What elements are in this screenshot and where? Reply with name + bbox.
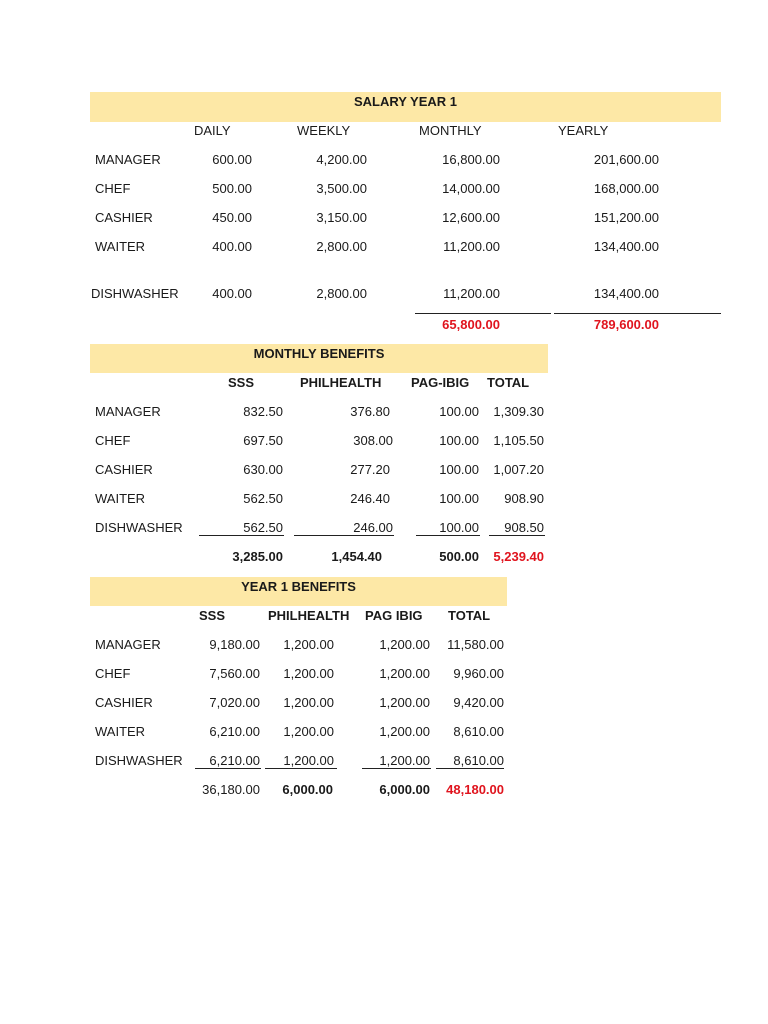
mb-row-total: 908.90 (504, 491, 544, 506)
salary-row-weekly: 3,500.00 (316, 181, 367, 196)
y1-header-philhealth: PHILHEALTH (268, 608, 350, 623)
y1-row-total: 9,420.00 (453, 695, 504, 710)
salary-monthly-total-rule (415, 313, 551, 314)
mb-philhealth-total-rule (294, 535, 394, 536)
monthly-benefits-title: MONTHLY BENEFITS (253, 346, 385, 361)
mb-header-pagibig: PAG-IBIG (411, 375, 470, 390)
salary-row-daily: 450.00 (212, 210, 252, 225)
mb-header-philhealth: PHILHEALTH (300, 375, 382, 390)
y1-row-name: DISHWASHER (95, 753, 183, 768)
mb-row-philhealth: 308.00 (353, 433, 393, 448)
y1-total-pagibig: 6,000.00 (379, 782, 430, 797)
salary-row-monthly: 11,200.00 (443, 239, 500, 254)
y1-row-pagibig: 1,200.00 (379, 695, 430, 710)
salary-row-yearly: 168,000.00 (593, 181, 659, 196)
y1-row-philhealth: 1,200.00 (283, 724, 334, 739)
mb-row-pagibig: 100.00 (439, 520, 479, 535)
mb-total-total: 5,239.40 (493, 549, 544, 564)
mb-row-total: 908.50 (504, 520, 544, 535)
mb-row-philhealth: 246.40 (350, 491, 390, 506)
y1-total-total: 48,180.00 (446, 782, 504, 797)
mb-row-name: CHEF (95, 433, 131, 448)
mb-row-philhealth: 376.80 (350, 404, 390, 419)
salary-total-monthly: 65,800.00 (442, 317, 500, 332)
mb-row-pagibig: 100.00 (439, 433, 479, 448)
salary-header-daily: DAILY (194, 123, 231, 138)
salary-row-monthly: 16,800.00 (442, 152, 500, 167)
salary-row-daily: 400.00 (212, 286, 252, 301)
salary-row-daily: 500.00 (212, 181, 252, 196)
salary-row-yearly: 134,400.00 (593, 286, 659, 301)
salary-row-monthly: 11,200.00 (443, 286, 500, 301)
y1-pagibig-total-rule (362, 768, 431, 769)
mb-row-total: 1,007.20 (493, 462, 544, 477)
y1-total-philhealth: 6,000.00 (282, 782, 333, 797)
mb-sss-total-rule (199, 535, 284, 536)
y1-row-total: 9,960.00 (453, 666, 504, 681)
salary-row-name: WAITER (95, 239, 146, 254)
mb-row-sss: 562.50 (243, 520, 283, 535)
salary-yearly-total-rule (554, 313, 721, 314)
mb-row-name: MANAGER (95, 404, 161, 419)
y1-row-total: 8,610.00 (453, 753, 504, 768)
mb-row-total: 1,309.30 (493, 404, 544, 419)
y1-row-philhealth: 1,200.00 (283, 637, 334, 652)
y1-row-pagibig: 1,200.00 (379, 637, 430, 652)
salary-header-yearly: YEARLY (558, 123, 609, 138)
y1-row-pagibig: 1,200.00 (379, 666, 430, 681)
salary-row-yearly: 201,600.00 (593, 152, 659, 167)
salary-row-name: CASHIER (95, 210, 153, 225)
mb-row-total: 1,105.50 (493, 433, 544, 448)
y1-philhealth-total-rule (265, 768, 337, 769)
y1-row-pagibig: 1,200.00 (379, 753, 430, 768)
mb-row-philhealth: 277.20 (350, 462, 390, 477)
mb-header-sss: SSS (228, 375, 255, 390)
salary-row-weekly: 2,800.00 (316, 239, 367, 254)
y1-header-pagibig: PAG IBIG (365, 608, 423, 623)
mb-row-name: WAITER (95, 491, 146, 506)
salary-row-weekly: 2,800.00 (316, 286, 367, 301)
mb-row-sss: 630.00 (243, 462, 283, 477)
salary-row-daily: 400.00 (212, 239, 252, 254)
salary-row-name: MANAGER (95, 152, 161, 167)
mb-pagibig-total-rule (416, 535, 480, 536)
salary-row-weekly: 3,150.00 (316, 210, 367, 225)
y1-header-total: TOTAL (448, 608, 491, 623)
y1-row-sss: 6,210.00 (209, 753, 260, 768)
mb-row-pagibig: 100.00 (439, 491, 479, 506)
mb-total-total-rule (489, 535, 545, 536)
mb-total-philhealth: 1,454.40 (331, 549, 382, 564)
y1-row-total: 11,580.00 (447, 637, 504, 652)
y1-row-sss: 6,210.00 (209, 724, 260, 739)
mb-row-sss: 832.50 (243, 404, 283, 419)
y1-row-name: WAITER (95, 724, 146, 739)
salary-row-name: CHEF (95, 181, 131, 196)
y1-row-total: 8,610.00 (453, 724, 504, 739)
salary-header-weekly: WEEKLY (297, 123, 351, 138)
y1-row-pagibig: 1,200.00 (379, 724, 430, 739)
y1-row-philhealth: 1,200.00 (283, 753, 334, 768)
mb-header-total: TOTAL (487, 375, 530, 390)
mb-total-pagibig: 500.00 (439, 549, 479, 564)
y1-row-name: CHEF (95, 666, 131, 681)
salary-row-monthly: 14,000.00 (442, 181, 500, 196)
mb-row-pagibig: 100.00 (439, 404, 479, 419)
mb-row-sss: 697.50 (243, 433, 283, 448)
salary-row-yearly: 151,200.00 (593, 210, 659, 225)
salary-row-daily: 600.00 (212, 152, 252, 167)
salary-row-yearly: 134,400.00 (593, 239, 659, 254)
salary-row-monthly: 12,600.00 (442, 210, 500, 225)
y1-sss-total-rule (195, 768, 261, 769)
y1-row-philhealth: 1,200.00 (283, 695, 334, 710)
y1-row-sss: 9,180.00 (209, 637, 260, 652)
mb-total-sss: 3,285.00 (232, 549, 283, 564)
salary-row-name: DISHWASHER (91, 286, 179, 301)
y1-row-name: MANAGER (95, 637, 161, 652)
mb-row-name: CASHIER (95, 462, 153, 477)
y1-row-sss: 7,020.00 (209, 695, 260, 710)
salary-total-yearly: 789,600.00 (593, 317, 659, 332)
year1-benefits-title: YEAR 1 BENEFITS (241, 579, 356, 594)
y1-row-philhealth: 1,200.00 (283, 666, 334, 681)
mb-row-philhealth: 246.00 (353, 520, 393, 535)
y1-row-sss: 7,560.00 (209, 666, 260, 681)
salary-title: SALARY YEAR 1 (353, 94, 458, 109)
y1-total-sss: 36,180.00 (202, 782, 260, 797)
salary-row-weekly: 4,200.00 (316, 152, 367, 167)
y1-row-name: CASHIER (95, 695, 153, 710)
y1-header-sss: SSS (199, 608, 226, 623)
mb-row-sss: 562.50 (243, 491, 283, 506)
mb-row-pagibig: 100.00 (439, 462, 479, 477)
mb-row-name: DISHWASHER (95, 520, 183, 535)
y1-total-total-rule (436, 768, 504, 769)
salary-header-monthly: MONTHLY (419, 123, 482, 138)
